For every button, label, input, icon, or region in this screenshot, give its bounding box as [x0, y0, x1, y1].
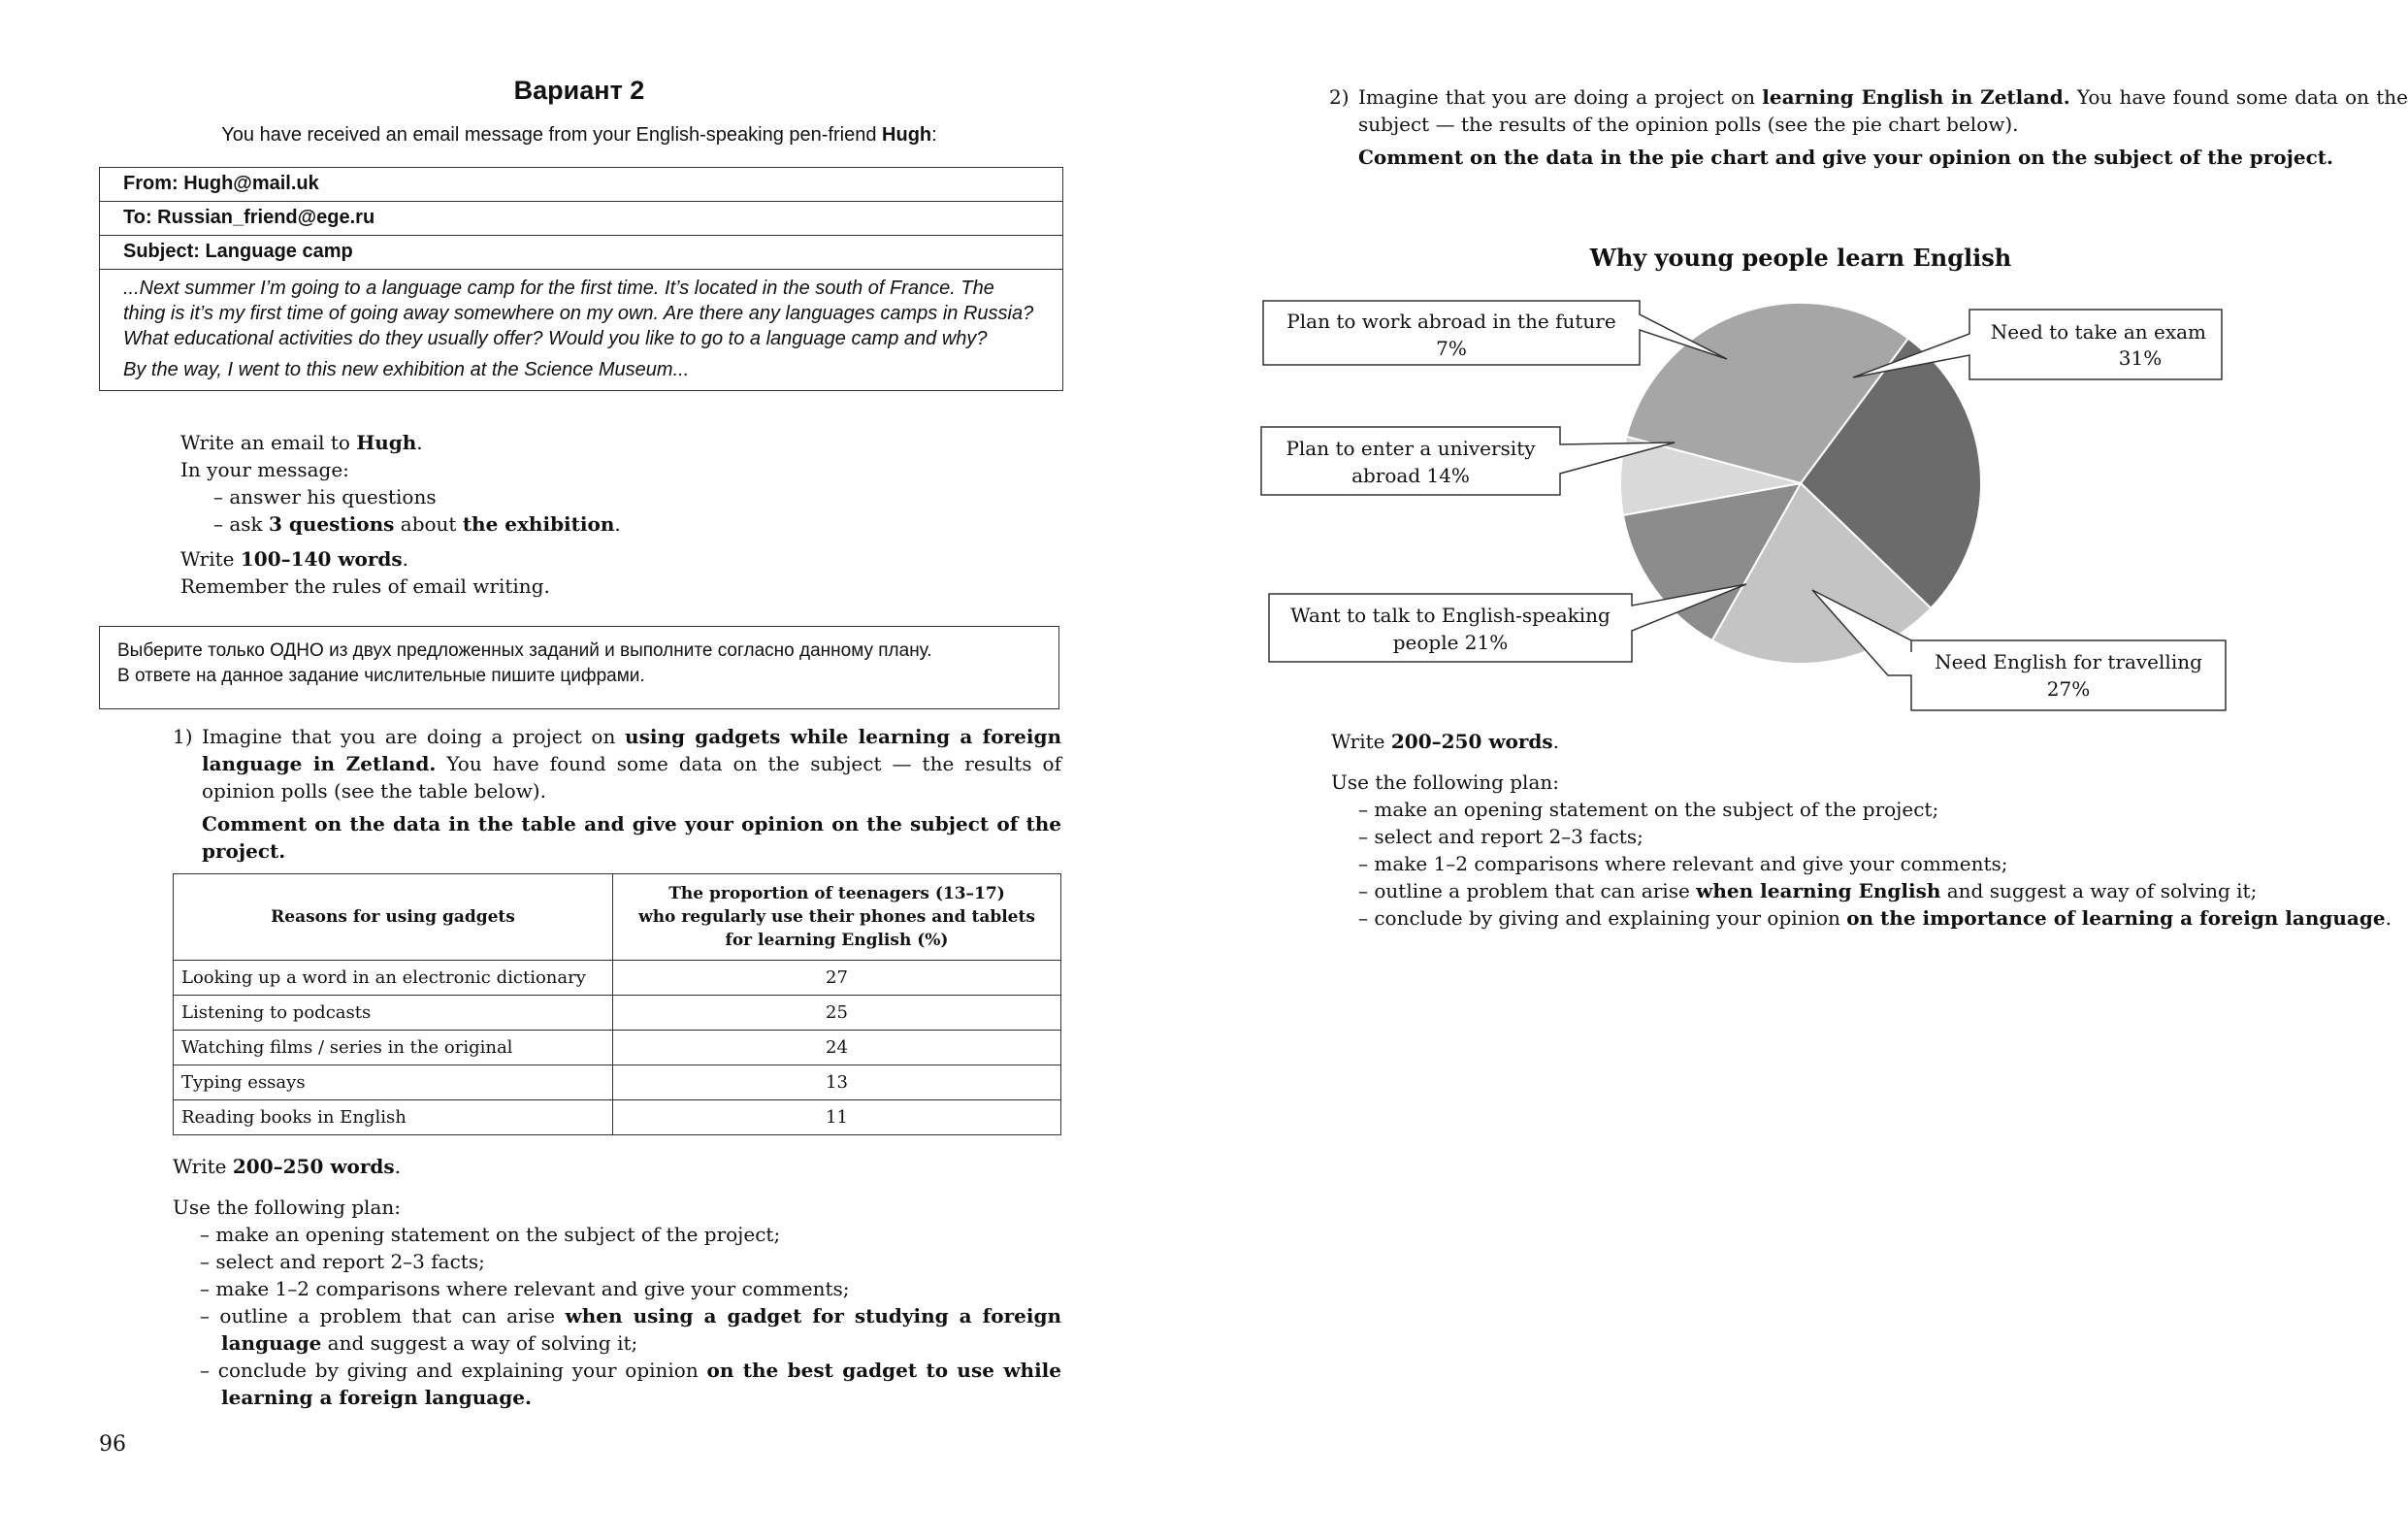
- task-1: 1) Imagine that you are doing a project on using gadgets while learning a foreign language in Zetland. You have found some data on the subject — the results of opinion polls (see the table below). Comment on the data in the table and give your opinion on the subject of the project.: [173, 725, 1062, 863]
- list-item: – conclude by giving and explaining your opinion on the importance of learning a foreign language.: [1358, 906, 2392, 930]
- email-box: [99, 167, 1063, 391]
- email-intro: You have received an email message from your English-speaking pen-friend Hugh:: [221, 124, 937, 146]
- task-2-plan: Write 200–250 words. Use the following plan: – make an opening statement on the subject of the project; – select and report 2–3 facts; – make 1–2 comparisons where relevant and give your comments; – outline a problem that can arise when learning English and suggest a way of solving it; – conclude by giving and explaining your opinion on the importance of learning a foreign language.: [1331, 728, 2408, 932]
- email-to: To: Russian_friend@ege.ru: [100, 202, 1062, 236]
- list-item: – outline a problem that can arise when learning English and suggest a way of solving it;: [1358, 879, 2258, 902]
- task-number: 2): [1329, 85, 1350, 109]
- list-item: – make an opening statement on the subject of the project;: [200, 1223, 781, 1246]
- table-row: Listening to podcasts 25: [174, 996, 1061, 1031]
- list-item: – answer his questions: [213, 485, 437, 508]
- list-item: – make 1–2 comparisons where relevant and give your comments;: [1358, 852, 2008, 875]
- table-row: Looking up a word in an electronic dictionary 27: [174, 961, 1061, 996]
- list-item: – make 1–2 comparisons where relevant and give your comments;: [200, 1277, 850, 1300]
- list-item: – select and report 2–3 facts;: [200, 1250, 485, 1273]
- email-task: Write an email to Hugh. In your message: – answer his questions – ask 3 questions about the exhibition. Write 100–140 words. Remember the rules of email writing.: [180, 429, 1054, 600]
- table-header: The proportion of teenagers (13–17) who regularly use their phones and tablets for learning English (%): [613, 874, 1061, 961]
- table-row: Watching films / series in the original 24: [174, 1031, 1061, 1065]
- slice-label: Need English for travelling: [1935, 650, 2202, 673]
- callout-university: [1261, 427, 1675, 495]
- left-page: [0, 0, 1155, 1540]
- slice-label: Need to take an exam: [1990, 320, 2206, 344]
- list-item: – outline a problem that can arise when using a gadget for studying a foreign language and suggest a way of solving it;: [200, 1304, 1061, 1355]
- slice-label: Plan to work abroad in the future: [1286, 310, 1616, 333]
- chart-title: Why young people learn English: [1589, 244, 2012, 272]
- right-page: [1155, 0, 2408, 1540]
- task-1-plan: Write 200–250 words. Use the following plan: – make an opening statement on the subject of the project; – select and report 2–3 facts; – make 1–2 comparisons where relevant and give your comments; – outline a problem that can arise when using a gadget for studying a foreign language and suggest a way of solving it; – conclude by giving and explaining your opinion on the best gadget to use while learning a foreign language.: [173, 1155, 1061, 1409]
- table-row: Reading books in English 11: [174, 1100, 1061, 1135]
- slice-label: 31%: [2118, 346, 2163, 370]
- list-item: – conclude by giving and explaining your opinion on the best gadget to use while learning a foreign language.: [200, 1359, 1061, 1409]
- instructions-box: Выберите только ОДНО из двух предложенных заданий и выполните согласно данному плану. В ответе на данное задание числительные пишите цифрами.: [99, 626, 1059, 709]
- slice-label: 27%: [2046, 677, 2091, 701]
- task-2: 2) Imagine that you are doing a project on learning English in Zetland. You have found some data on the subject — the results of the opinion polls (see the pie chart below). Comment on the data in the pie chart and give your opinion on the subject of the project.: [1329, 85, 2408, 169]
- page-number: 96: [99, 1432, 126, 1457]
- slice-label: 7%: [1436, 337, 1467, 360]
- slice-label: people 21%: [1392, 631, 1509, 654]
- variant-title: Вариант 2: [513, 76, 645, 105]
- list-item: – ask 3 questions about the exhibition.: [213, 512, 621, 536]
- list-item: – make an opening statement on the subject of the project;: [1358, 798, 1939, 821]
- email-from: From: Hugh@mail.uk: [100, 168, 1062, 202]
- email-task-bullets: [213, 483, 1054, 538]
- list-item: – select and report 2–3 facts;: [1358, 825, 1643, 848]
- callout-work-abroad: [1263, 301, 1727, 365]
- email-body-paragraph: By the way, I went to this new exhibition at the Science Museum...: [123, 359, 690, 380]
- email-body: [100, 270, 1062, 390]
- task-number: 1): [173, 725, 193, 748]
- email-subject: Subject: Language camp: [100, 236, 1062, 270]
- slice-label: Want to talk to English-speaking: [1290, 604, 1611, 627]
- table-row: Typing essays 13: [174, 1065, 1061, 1100]
- slice-label: Plan to enter a university: [1285, 437, 1536, 460]
- email-body-paragraph: ...Next summer I’m going to a language camp for the first time. It’s located in the south of France. The thing is it’s my first time of going away somewhere on my own. Are there any languages camps in Russia? What educational activities do they usually offer? Would you like to go to a language camp and why?: [123, 278, 1034, 349]
- pie-chart: [1155, 233, 2309, 737]
- gadgets-table: [173, 873, 1061, 1135]
- table-header: Reasons for using gadgets: [174, 874, 613, 961]
- slice-label: abroad 14%: [1351, 464, 1470, 487]
